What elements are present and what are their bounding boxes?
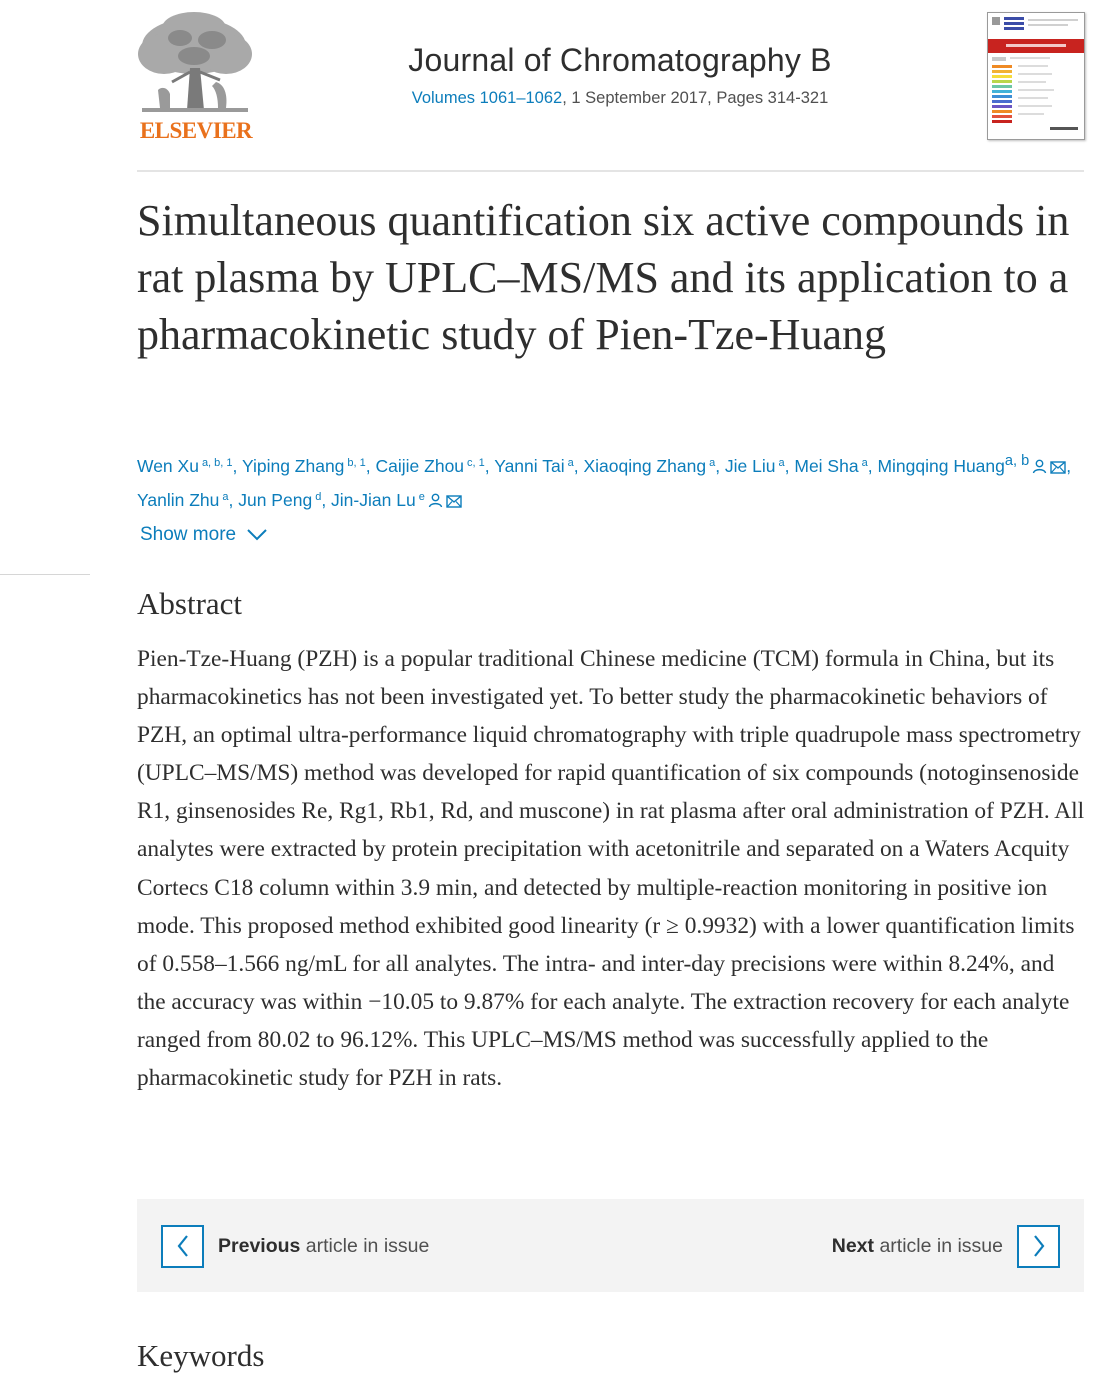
chevron-down-icon xyxy=(246,528,268,542)
author-name: Caijie Zhou xyxy=(375,455,465,476)
author-name: Jin-Jian Lu xyxy=(331,489,416,510)
author-link[interactable] xyxy=(877,453,1066,476)
author-name: Jun Peng xyxy=(238,489,313,510)
affiliation-marker: a, b xyxy=(1004,453,1030,469)
publisher-name: ELSEVIER xyxy=(139,118,253,143)
previous-label-strong: Previous xyxy=(218,1234,301,1257)
previous-label-rest: article in issue xyxy=(300,1234,430,1257)
person-icon xyxy=(428,493,443,508)
article-title: Simultaneous quantification six active compounds in rat plasma by UPLC–MS/MS and its application to a pharmacokinetic study of Pien-Tze-Huang xyxy=(137,196,1070,359)
person-icon xyxy=(1032,459,1047,474)
author-name: Mingqing Huang xyxy=(877,455,1005,476)
author-name: Yanlin Zhu xyxy=(137,489,220,510)
next-article-label xyxy=(832,1235,1003,1258)
author-link[interactable] xyxy=(238,490,321,510)
affiliation-marker: a xyxy=(778,456,785,469)
author-link[interactable] xyxy=(494,456,574,476)
show-more-label: Show more xyxy=(140,524,237,545)
author-link[interactable] xyxy=(583,456,715,476)
next-arrow-button[interactable] xyxy=(1017,1225,1060,1268)
previous-article-link[interactable] xyxy=(161,1223,429,1269)
article-navigation xyxy=(137,1199,1084,1292)
chevron-left-icon xyxy=(176,1234,190,1258)
abstract-heading: Abstract xyxy=(137,586,243,621)
author-name: Wen Xu xyxy=(137,455,199,476)
affiliation-marker: c, 1 xyxy=(467,456,485,469)
header-divider xyxy=(137,170,1084,172)
next-article-link[interactable] xyxy=(832,1223,1060,1269)
author-link[interactable] xyxy=(137,456,233,476)
elsevier-logo[interactable] xyxy=(132,10,258,145)
affiliation-marker: b, 1 xyxy=(347,456,366,469)
article-header xyxy=(0,0,1100,172)
previous-article-label xyxy=(218,1235,429,1258)
abstract-text: Pien-Tze-Huang (PZH) is a popular traditional Chinese medicine (TCM) formula in China, but its pharmacokinetics has not been investigated yet. To better study the pharmacokinetic behaviors of PZH, an optimal ultra-performance liquid chromatography with triple quadrupole mass spectrometry (UPLC–MS/MS) method was developed for rapid quantification of six compounds (notoginsenoside R1, ginsenosides Re, Rg1, Rb1, Rd, and muscone) in rat plasma after oral administration of PZH. All analytes were extracted by protein precipitation with acetonitrile and separated on a Waters Acquity Cortecs C18 column within 3.9 min, and detected by multiple-reaction monitoring in positive ion mode. This proposed method exhibited good linearity (r ≥ 0.9932) with a lower quantification limits of 0.558–1.566 ng/mL for all analytes. The intra- and inter-day precisions were within 8.24%, and the accuracy was within −10.05 to 9.87% for each analyte. The extraction recovery for each analyte ranged from 80.02 to 96.12%. This UPLC–MS/MS method was successfully applied to the pharmacokinetic study for PZH in rats. xyxy=(137,646,1085,1092)
sidebar-divider xyxy=(0,574,90,575)
author-link[interactable] xyxy=(725,456,785,476)
issue-info xyxy=(300,89,940,108)
affiliation-marker: a xyxy=(861,456,868,469)
author-name: Jie Liu xyxy=(724,455,776,476)
email-icon[interactable] xyxy=(1050,461,1066,474)
affiliation-marker: d xyxy=(315,490,322,503)
keywords-heading: Keywords xyxy=(137,1338,265,1373)
email-icon[interactable] xyxy=(446,495,462,508)
journal-cover-thumbnail[interactable] xyxy=(987,12,1085,140)
affiliation-marker: a, b, 1 xyxy=(201,456,233,469)
author-link[interactable] xyxy=(794,456,867,476)
author-link[interactable] xyxy=(331,490,462,510)
tree-icon xyxy=(132,10,258,118)
author-link[interactable] xyxy=(137,490,229,510)
affiliation-marker: a xyxy=(567,456,574,469)
chevron-right-icon xyxy=(1032,1234,1046,1258)
author-name: Xiaoqing Zhang xyxy=(583,455,707,476)
issue-details: , 1 September 2017, Pages 314-321 xyxy=(562,89,829,107)
next-label-rest: article in issue xyxy=(874,1234,1003,1257)
author-name: Mei Sha xyxy=(794,455,859,476)
journal-info xyxy=(300,42,940,108)
author-list: Wen Xu $^{a, b, 1}$, Yiping Zhang $^{b, 1}$, Caijie Zhou $^{c, 1}$, Yanni Tai $^a$, Xiaoqing Zhang $^a$, Jie Liu $^a$, Mei Sha $^a$, Mingqing Huang$^{a, b}$ , Yanlin Zhu $^a$, Jun Peng $^d$, Jin-Jian Lu $^e$ xyxy=(137,453,1072,510)
next-label-strong: Next xyxy=(831,1234,875,1257)
author-name: Yanni Tai xyxy=(494,455,565,476)
author-link[interactable] xyxy=(376,456,485,476)
affiliation-marker: e xyxy=(418,490,425,503)
author-name: Yiping Zhang xyxy=(241,455,345,476)
previous-arrow-button[interactable] xyxy=(161,1225,204,1268)
affiliation-marker: a xyxy=(709,456,716,469)
journal-title[interactable]: Journal of Chromatography B xyxy=(408,42,832,78)
author-link[interactable] xyxy=(242,456,366,476)
show-more-button[interactable] xyxy=(140,524,268,546)
affiliation-marker: a xyxy=(222,490,229,503)
cover-image-icon xyxy=(988,13,1084,139)
volume-link[interactable]: Volumes 1061–1062 xyxy=(411,89,563,107)
